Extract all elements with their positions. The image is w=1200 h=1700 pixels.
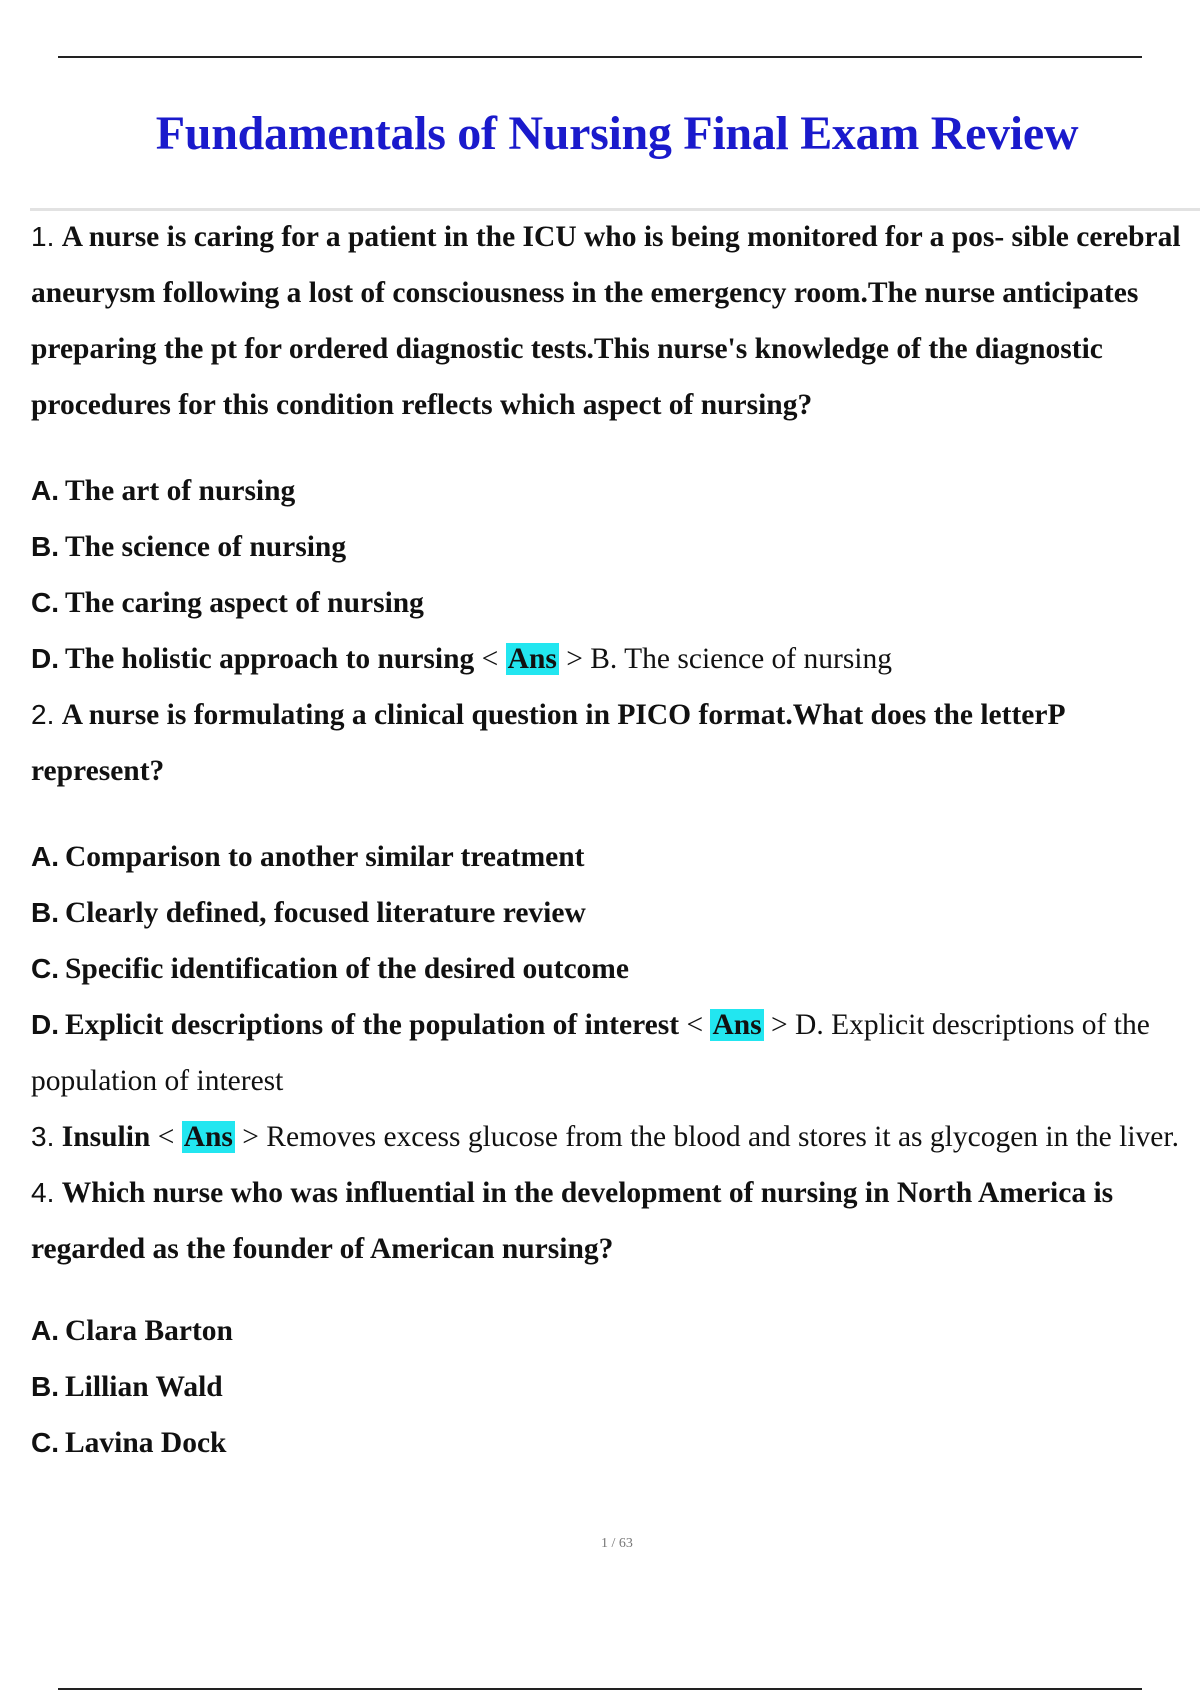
question-text: Insulin [61, 1121, 151, 1153]
option-label: D. [31, 1009, 59, 1040]
question-3 [31, 1109, 1199, 1165]
option-text: Specific identification of the desired outcome [65, 953, 629, 985]
option-4a [31, 1303, 1199, 1359]
ans-close-bracket: > [771, 1009, 788, 1041]
option-text: The holistic approach to nursing [65, 643, 475, 675]
option-text: The science of nursing [65, 531, 347, 563]
option-2d [31, 997, 1199, 1109]
option-2b [31, 885, 1199, 941]
option-1d [31, 631, 1199, 687]
ans-close-bracket: > [242, 1121, 259, 1153]
option-label: B. [31, 897, 59, 928]
option-label: B. [31, 531, 59, 562]
option-text: The caring aspect of nursing [65, 587, 424, 619]
option-1a [31, 463, 1199, 519]
option-label: B. [31, 1371, 59, 1402]
option-text: Comparison to another similar treatment [65, 841, 585, 873]
option-label: C. [31, 587, 59, 618]
option-2c [31, 941, 1199, 997]
option-1b [31, 519, 1199, 575]
question-text: Which nurse who was influential in the development of nursing in North America is regarded as the founder of American nursing? [31, 1177, 1114, 1265]
option-label: A. [31, 475, 59, 506]
question-number: 2. [31, 699, 55, 730]
question-1 [31, 209, 1199, 433]
option-text: Lillian Wald [65, 1371, 223, 1403]
ans-open-bracket: < [157, 1121, 175, 1153]
option-label: C. [31, 953, 59, 984]
option-4b [31, 1359, 1199, 1415]
ans-open-bracket: < [481, 643, 499, 675]
top-rule [58, 56, 1142, 58]
question-2 [31, 687, 1199, 799]
question-number: 4. [31, 1177, 55, 1208]
option-4c [31, 1415, 1199, 1471]
bottom-rule [58, 1688, 1142, 1690]
answer-text: Removes excess glucose from the blood and stores it as glycogen in the liver. [266, 1121, 1179, 1153]
document-title: Fundamentals of Nursing Final Exam Review [155, 107, 1079, 160]
option-2a [31, 829, 1199, 885]
page-indicator: 1 / 63 [601, 1536, 633, 1551]
ans-open-bracket: < [686, 1009, 704, 1041]
answer-text: B. The science of nursing [590, 643, 893, 675]
answer-text: D. Explicit descriptions of the population of interest [31, 1009, 1150, 1097]
question-number: 1. [31, 221, 55, 252]
option-label: A. [31, 841, 59, 872]
option-text: Explicit descriptions of the population of interest [65, 1009, 680, 1041]
question-number: 3. [31, 1121, 55, 1152]
option-label: A. [31, 1315, 59, 1346]
question-4 [31, 1165, 1199, 1277]
option-label: C. [31, 1427, 59, 1458]
option-text: Clearly defined, focused literature review [65, 897, 586, 929]
option-text: Lavina Dock [65, 1427, 227, 1459]
option-text: The art of nursing [65, 475, 296, 507]
option-text: Clara Barton [65, 1315, 233, 1347]
answer-highlight: Ans [183, 1121, 233, 1153]
question-text: A nurse is formulating a clinical question in PICO format.What does the letterP represent? [31, 699, 1064, 787]
answer-highlight: Ans [507, 643, 557, 675]
option-label: D. [31, 643, 59, 674]
ans-close-bracket: > [566, 643, 583, 675]
question-text: A nurse is caring for a patient in the ICU who is being monitored for a pos- sible cerebral aneurysm following a lost of consciousness in the emergency room.The nurse anticipates preparing the pt for ordered diagnostic tests.This nurse's knowledge of the diagnostic procedures for this condition reflects which aspect of nursing? [31, 221, 1181, 421]
answer-highlight: Ans [712, 1009, 762, 1041]
question-list [31, 209, 1199, 1471]
option-1c [31, 575, 1199, 631]
